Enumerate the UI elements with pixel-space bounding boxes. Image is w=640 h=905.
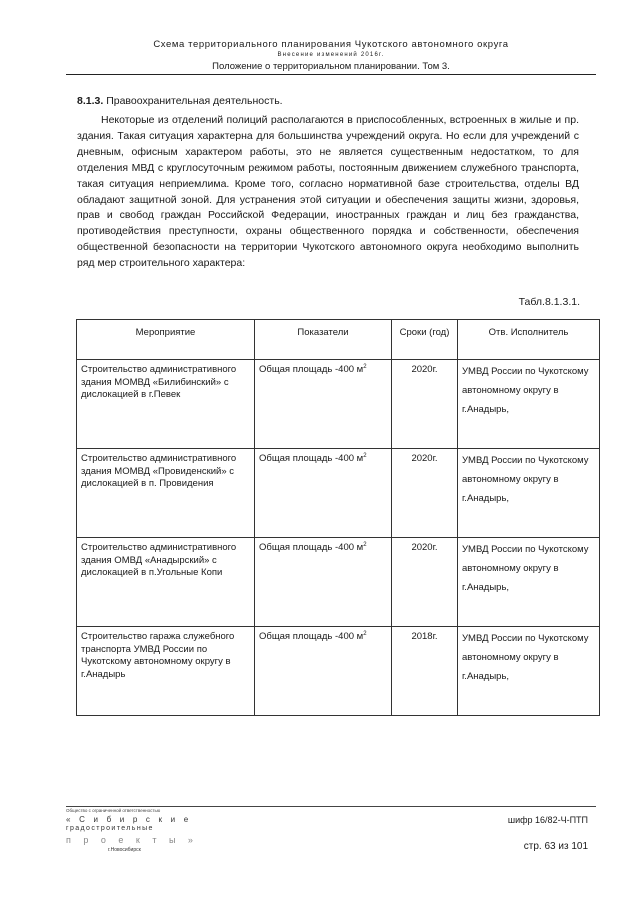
document-cipher: шифр 16/82-Ч-ПТП bbox=[507, 815, 588, 825]
header-divider bbox=[66, 74, 596, 75]
page-number: стр. 63 из 101 bbox=[523, 841, 588, 852]
table-caption: Табл.8.1.3.1. bbox=[518, 296, 580, 308]
cell-indicator: Общая площадь -400 $м^2$ bbox=[255, 538, 392, 627]
footer-org-type: Общество с ограниченной ответственностью bbox=[66, 808, 161, 813]
footer-org-name-line2: градостроительные bbox=[66, 825, 154, 832]
header-term: Сроки (год) bbox=[392, 320, 458, 360]
cell-executor: УМВД России по Чукотскому автономному округу в г.Анадырь, bbox=[458, 538, 600, 627]
header-indicator: Показатели bbox=[255, 320, 392, 360]
table-header-row bbox=[77, 320, 600, 360]
cell-term: 2020г. bbox=[392, 449, 458, 538]
header-event: Мероприятие bbox=[77, 320, 255, 360]
table-row bbox=[77, 360, 600, 449]
footer-org-name-line1: « С и б и р с к и е bbox=[66, 815, 192, 824]
cell-term: 2020г. bbox=[392, 538, 458, 627]
table-row bbox=[77, 538, 600, 627]
body-paragraph: Некоторые из отделений полиций располагаются в приспособленных, встроенных в жилые и пр. здания. Такая ситуация характерна для большинства учреждений округа. Но если для учреждений с дневным, офисным характером работы, это не является существенным недостатком, то для отделения МВД с круглосуточным режимом работы, постоянным движением служебного транспорта, такая ситуация неприемлима. Кроме того, согласно нормативной базе строительства, отделы ВД обладают защитной зоной. Для устранения этой ситуации и обеспечения защиты жизни, здоровья, прав и свобод граждан Российской Федерации, иностранных граждан и лиц без гражданства, противодействия преступности, охраны общественного порядка и собственности, обеспечения общественной безопасности на территории Чукотского автономного округа необходимо выполнить ряд мер строительного характера: bbox=[77, 114, 579, 270]
table-row bbox=[77, 449, 600, 538]
cell-indicator: Общая площадь -400 $м^2$ bbox=[255, 360, 392, 449]
header-executor: Отв. Исполнитель bbox=[458, 320, 600, 360]
cell-event: Строительство административного здания МОМВД «Билибинский» с дислокацией в г.Певек bbox=[77, 360, 255, 449]
cell-indicator: Общая площадь -400 $м^2$ bbox=[255, 449, 392, 538]
measures-table bbox=[76, 319, 600, 716]
document-header-volume: Положение о территориальном планировании. Том 3. bbox=[212, 61, 450, 72]
document-header-revision: Внесение изменений 2016г. bbox=[277, 52, 385, 58]
cell-event: Строительство гаража служебного транспорта УМВД России по Чукотскому автономному округу в г.Анадырь bbox=[77, 627, 255, 716]
document-header-title: Схема территориального планирования Чукотского автономного округа bbox=[153, 39, 509, 50]
cell-event: Строительство административного здания ОМВД «Анадырский» с дислокацией в п.Угольные Копи bbox=[77, 538, 255, 627]
cell-term: 2020г. bbox=[392, 360, 458, 449]
cell-executor: УМВД России по Чукотскому автономному округу в г.Анадырь, bbox=[458, 360, 600, 449]
cell-executor: УМВД России по Чукотскому автономному округу в г.Анадырь, bbox=[458, 627, 600, 716]
footer-divider bbox=[66, 806, 596, 807]
section-title-text: Правоохранительная деятельность. bbox=[103, 95, 283, 107]
section-heading bbox=[77, 95, 283, 107]
section-number: 8.1.3. bbox=[77, 95, 104, 107]
cell-event: Строительство административного здания МОМВД «Провиденский» с дислокацией в п. Провидения bbox=[77, 449, 255, 538]
cell-executor: УМВД России по Чукотскому автономному округу в г.Анадырь, bbox=[458, 449, 600, 538]
cell-term: 2018г. bbox=[392, 627, 458, 716]
footer-city: г.Новосибирск bbox=[108, 847, 141, 853]
cell-indicator: Общая площадь -400 $м^2$ bbox=[255, 627, 392, 716]
table-row bbox=[77, 627, 600, 716]
footer-org-name-line3: п р о е к т ы » bbox=[66, 835, 198, 845]
